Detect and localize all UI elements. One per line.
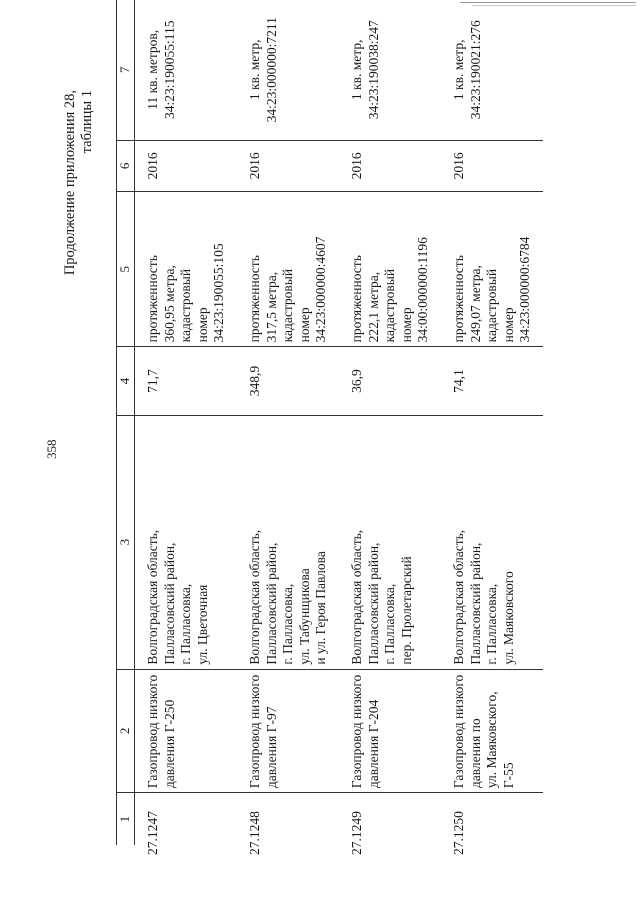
table-row [441, 0, 543, 845]
header-col-7: 7 [117, 0, 135, 140]
page-number: 358 [44, 439, 59, 459]
object-land: 1 кв. метр, 34:23:000000:7211 [247, 17, 279, 123]
register-table [116, 0, 543, 855]
continuation-line-1: Продолжение приложения 28, [62, 90, 78, 276]
object-value: 36,9 [349, 369, 364, 393]
row-number: 27.1248 [247, 811, 262, 855]
table-row [237, 0, 339, 845]
object-description: протяженность 222,1 метра, кадастровый номер 34:00:000000:1196 [349, 237, 430, 343]
object-address: Волгоградская область, Палласовский район, г. Палласовка, ул. Табунщикова и ул. Героя Павлова [247, 529, 328, 665]
object-address: Волгоградская область, Палласовский район, г. Палласовка, ул. Маяковского [451, 529, 516, 665]
object-value: 71,7 [145, 369, 160, 393]
object-value: 74,1 [451, 369, 466, 393]
object-land: 1 кв. метр, 34:23:190038:247 [349, 20, 381, 120]
header-col-3: 3 [117, 415, 135, 669]
object-year: 2016 [247, 152, 262, 180]
object-description: протяженность 360,95 метра, кадастровый номер 34:23:190055:105 [145, 243, 226, 343]
header-col-4: 4 [117, 347, 135, 415]
row-number: 27.1249 [349, 811, 364, 855]
continuation-line-2: таблицы 1 [79, 90, 95, 154]
object-value: 348,9 [247, 365, 262, 397]
object-year: 2016 [451, 152, 466, 180]
object-year: 2016 [349, 152, 364, 180]
header-col-5: 5 [117, 192, 135, 347]
object-name: Газопровод низкого давления Г-250 [145, 674, 177, 789]
object-address: Волгоградская область, Палласовский район, г. Палласовка, пер. Пролетарский [349, 529, 414, 665]
object-year: 2016 [145, 152, 160, 180]
object-description: протяженность 249,07 метра, кадастровый номер 34:23:000000:6784 [451, 236, 532, 343]
table-row [339, 0, 441, 845]
object-name: Газопровод низкого давления Г-97 [247, 674, 279, 789]
row-number: 27.1250 [451, 811, 466, 855]
header-col-1: 1 [117, 793, 135, 845]
table-row [135, 0, 238, 845]
continuation-title [62, 90, 96, 275]
object-land: 11 кв. метров, 34:23:190055:115 [145, 20, 177, 120]
object-name: Газопровод низкого давления Г-204 [349, 674, 381, 789]
object-address: Волгоградская область, Палласовский район, г. Палласовка, ул. Цветочная [145, 529, 210, 665]
header-col-6: 6 [117, 140, 135, 192]
object-name: Газопровод низкого давления по ул. Маяковского, Г-55 [451, 674, 516, 789]
header-col-2: 2 [117, 669, 135, 793]
row-number: 27.1247 [145, 811, 160, 855]
object-description: протяженность 317,5 метра, кадастровый номер 34:23:000000:4607 [247, 236, 328, 343]
object-land: 1 кв. метр, 34:23:190021:276 [451, 20, 483, 120]
table-header-row [117, 0, 135, 845]
